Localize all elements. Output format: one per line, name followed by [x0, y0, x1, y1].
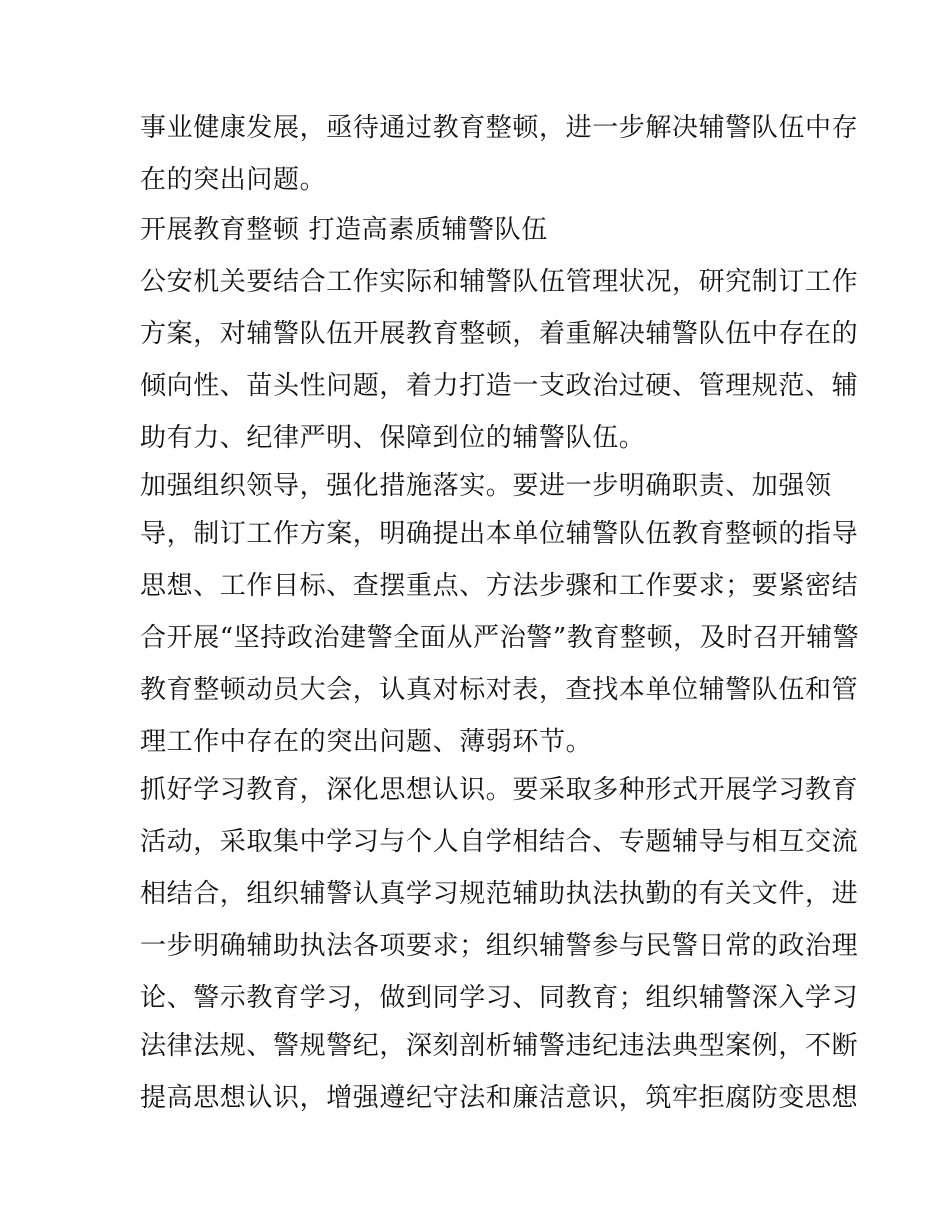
- text-line: 事业健康发展，亟待通过教育整顿，进一步解决辅警队伍中存: [140, 113, 859, 143]
- section-heading: 开展教育整顿 打造高素质辅警队伍: [140, 215, 548, 245]
- text-line: 相结合，组织辅警认真学习规范辅助执法执勤的有关文件，进: [140, 879, 859, 909]
- text-line: 助有力、纪律严明、保障到位的辅警队伍。: [140, 423, 646, 453]
- text-line: 思想、工作目标、查摆重点、方法步骤和工作要求；要紧密结: [140, 571, 859, 601]
- text-line: 合开展“坚持政治建警全面从严治警”教育整顿，及时召开辅警: [140, 623, 860, 653]
- text-line: 教育整顿动员大会，认真对标对表，查找本单位辅警队伍和管: [140, 675, 859, 705]
- text-line: 理工作中存在的突出问题、薄弱环节。: [140, 727, 593, 757]
- text-line: 法律法规、警规警纪，深刻剖析辅警违纪违法典型案例，不断: [140, 1031, 859, 1061]
- text-line: 一步明确辅助执法各项要求；组织辅警参与民警日常的政治理: [140, 931, 859, 961]
- text-line: 抓好学习教育，深化思想认识。要采取多种形式开展学习教育: [140, 775, 859, 805]
- text-line: 在的突出问题。: [140, 165, 327, 195]
- text-line: 加强组织领导，强化措施落实。要进一步明确职责、加强领: [140, 471, 832, 501]
- text-line: 提高思想认识，增强遵纪守法和廉洁意识，筑牢拒腐防变思想: [140, 1083, 859, 1113]
- text-line: 导，制订工作方案，明确提出本单位辅警队伍教育整顿的指导: [140, 519, 859, 549]
- text-line: 方案，对辅警队伍开展教育整顿，着重解决辅警队伍中存在的: [140, 319, 859, 349]
- text-line: 活动，采取集中学习与个人自学相结合、专题辅导与相互交流: [140, 827, 859, 857]
- text-line: 公安机关要结合工作实际和辅警队伍管理状况，研究制订工作: [140, 267, 859, 297]
- text-line: 论、警示教育学习，做到同学习、同教育；组织辅警深入学习: [140, 983, 859, 1013]
- text-line: 倾向性、苗头性问题，着力打造一支政治过硬、管理规范、辅: [140, 371, 859, 401]
